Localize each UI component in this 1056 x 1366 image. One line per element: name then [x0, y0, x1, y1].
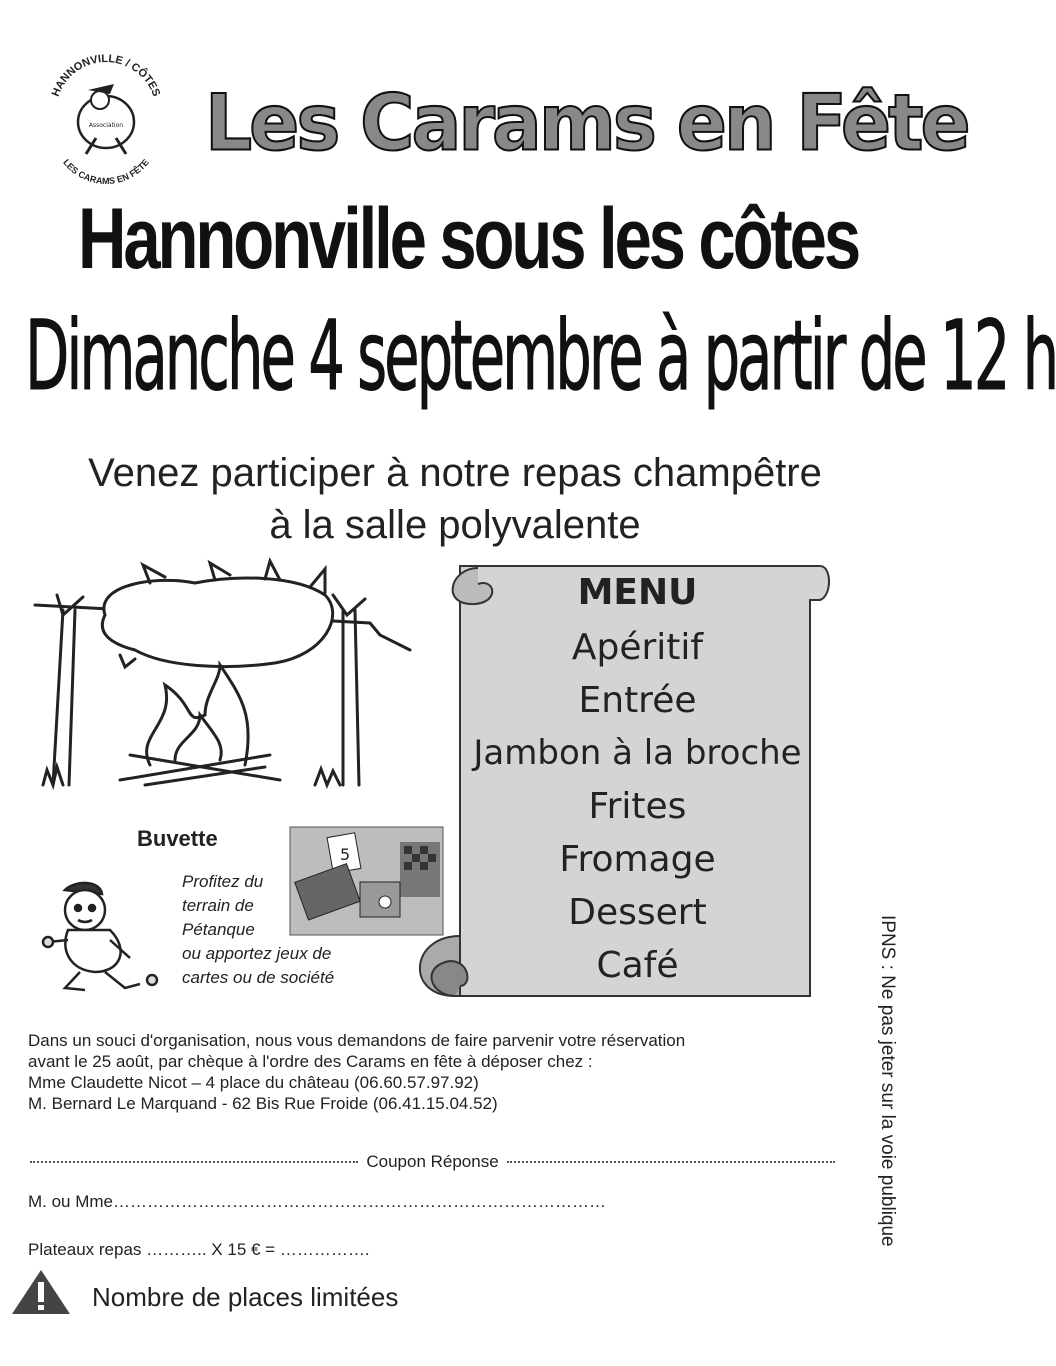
menu-item-jambon: Jambon à la broche	[473, 733, 802, 773]
info-line-3: Mme Claudette Nicot – 4 place du château (06.60.57.97.92)	[28, 1073, 479, 1092]
spit-roast-illustration	[25, 555, 445, 795]
invite-line-1: Venez participer à notre repas champêtre	[88, 451, 822, 495]
buvette-line-5: cartes ou de société	[182, 968, 335, 987]
invite-line-2: à la salle polyvalente	[269, 503, 641, 547]
petanque-player-drawing	[40, 880, 165, 995]
association-logo	[38, 50, 173, 185]
buvette-line-1: Profitez du	[182, 872, 264, 891]
menu-scroll	[400, 556, 830, 1006]
dashed-line-left	[30, 1161, 358, 1163]
limited-places-notice: Nombre de places limitées	[92, 1282, 399, 1312]
buvette-label: Buvette	[137, 826, 218, 851]
coupon-plateaux-field[interactable]: Plateaux repas ……….. X 15 € = …………….	[28, 1240, 370, 1259]
info-line-2: avant le 25 août, par chèque à l'ordre des Carams en fête à déposer chez :	[28, 1052, 593, 1071]
board-games-photo	[290, 827, 443, 935]
menu-heading: MENU	[577, 572, 698, 613]
buvette-line-4: ou apportez jeux de	[182, 944, 332, 963]
svg-text:5: 5	[340, 845, 351, 864]
buvette-line-2: terrain de	[182, 896, 254, 915]
info-line-1: Dans un souci d'organisation, nous vous demandons de faire parvenir votre réservation	[28, 1031, 686, 1050]
town-name: Hannonville sous les côtes	[78, 191, 859, 287]
menu-item-dessert: Dessert	[568, 892, 707, 933]
svg-text:LES CARAMS EN FÊTE	[61, 157, 151, 185]
menu-item-fromage: Fromage	[559, 839, 716, 880]
event-date: Dimanche 4 septembre à partir de 12 h	[25, 300, 1056, 412]
logo-inner-text: Association	[88, 122, 124, 129]
coupon-label: Coupon Réponse	[366, 1152, 499, 1171]
logo-bottom-text: LES CARAMS EN FÊTE	[61, 157, 151, 185]
reservation-info	[28, 1030, 828, 1114]
menu-item-cafe: Café	[596, 945, 679, 986]
dashed-line-right	[507, 1161, 835, 1163]
buvette-line-3: Pétanque	[182, 920, 255, 939]
coupon-name-field[interactable]: M. ou Mme……………………………………………………………………………	[28, 1192, 607, 1211]
coupon-separator	[30, 1150, 835, 1174]
logo-top-text: HANNONVILLE / CÔTES	[49, 52, 163, 99]
info-line-4: M. Bernard Le Marquand - 62 Bis Rue Froide (06.41.15.04.52)	[28, 1094, 498, 1113]
menu-item-aperitif: Apéritif	[571, 627, 704, 668]
menu-item-frites: Frites	[588, 786, 687, 827]
warning-icon	[10, 1268, 72, 1316]
ipns-notice: IPNS : Ne pas jeter sur la voie publique	[877, 915, 898, 1247]
menu-item-entree: Entrée	[578, 680, 697, 721]
event-title: Les Carams en Fête	[205, 77, 968, 169]
